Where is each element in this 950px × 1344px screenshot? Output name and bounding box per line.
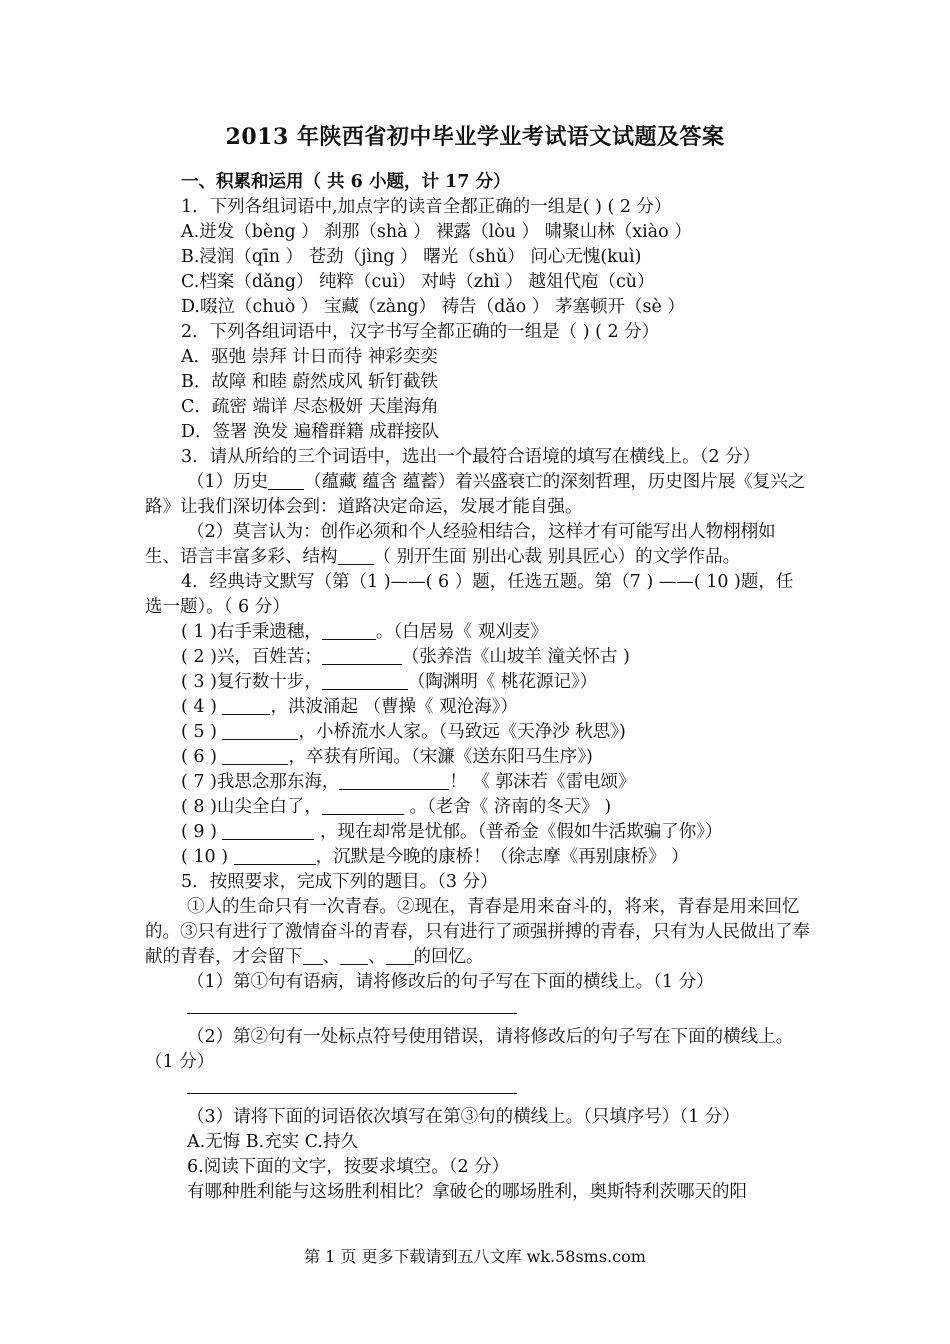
q5-sub-3: （3）请将下面的词语依次填写在第③句的横线上。（只填序号）（1 分）: [187, 1107, 740, 1127]
q5-blank-1[interactable]: [303, 946, 323, 965]
q4-line-10: [145, 845, 810, 870]
q4-line-7-b: ！ 《 郭沫若《雷电颂》: [449, 772, 636, 792]
q4-line-2-b: （张养浩《山坡羊 潼关怀古 ): [401, 647, 630, 667]
q5-passage-text: ①人的生命只有一次青春。②现在，青春是用来奋斗的，将来，青春是用来回忆的。③只有进行了激情奋斗的青春，只有进行了顽强拼搏的青春，只有为人民做出了奉献的青春，才会留下: [145, 897, 810, 967]
q5-blank-2[interactable]: [340, 946, 368, 965]
q3-part-1-text-a: （1）历史: [187, 472, 269, 492]
q1-option-c: C.档案（dǎng） 纯粹（cuì） 对峙（zhì ） 越俎代庖（cù）: [181, 272, 655, 292]
q4-line-4: [145, 695, 810, 720]
q2-option-a: A．驱弛 崇拜 计日而待 神彩奕奕: [181, 347, 438, 367]
q4-line-4-b: ，洪波涌起 （曹操《 观沧海》）: [270, 697, 518, 717]
q4-line-7-a: ( 7 )我思念那东海，: [181, 772, 340, 792]
q3-stem: 3．请从所给的三个词语中，选出一个最符合语境的填写在横线上。（2 分）: [181, 447, 761, 467]
q4-line-3-a: ( 3 )复行数十步，: [181, 672, 322, 692]
q4-line-6-a: ( 6 ): [181, 747, 223, 767]
q4-line-9-b: ，现在却常是忧郁。（普希金《假如牛活欺骗了你》）: [314, 822, 723, 842]
q4-blank-2[interactable]: [322, 646, 402, 665]
q3-part-2-text-b: （ 别开生面 别出心裁 别具匠心）的文学作品。: [373, 547, 741, 567]
q4-line-6: [145, 745, 810, 770]
q4-line-10-a: ( 10 ): [181, 847, 234, 867]
q4-line-3: [145, 670, 810, 695]
q2-option-d: D．签署 涣发 遍稽群籍 成群接队: [181, 422, 440, 442]
q5-sep-2: 、: [368, 947, 386, 967]
q3-part-2: [145, 520, 810, 570]
q4-line-8-a: ( 8 )山尖全白了，: [181, 797, 322, 817]
q5-passage-end: 的回忆。: [413, 947, 484, 967]
q1-option-a: A.迸发（bèng ） 刹那（shà ） 裸露（lòu ） 啸聚山林（xiào ）: [181, 222, 692, 242]
q4-line-1-b: 。（白居易《 观刈麦》: [375, 622, 548, 642]
q3-blank-1[interactable]: [268, 471, 304, 490]
q4-line-8-b: 。（老舍《 济南的冬天》 ): [403, 797, 612, 817]
q5-sep-1: 、: [322, 947, 340, 967]
q5-options: A.无悔 B.充实 C.持久: [187, 1132, 359, 1152]
q4-blank-3[interactable]: [322, 671, 408, 690]
q5-stem: 5．按照要求，完成下列的题目。（3 分）: [181, 872, 498, 892]
page-footer: 第 1 页 更多下载请到五八文库 wk.58sms.com: [304, 1247, 646, 1266]
q4-line-5-a: ( 5 ): [181, 722, 223, 742]
q4-blank-7[interactable]: [339, 771, 449, 790]
q5-sub-1: （1）第①句有语病，请将修改后的句子写在下面的横线上。（1 分）: [187, 972, 714, 992]
q4-line-4-a: ( 4 ): [181, 697, 223, 717]
q5-answer-line-2[interactable]: [187, 1075, 517, 1094]
q5-answer-line-1[interactable]: [187, 995, 517, 1014]
q6-passage: 有哪种胜利能与这场胜利相比？拿破仑的哪场胜利，奥斯特利茨哪天的阳: [187, 1182, 747, 1202]
q4-blank-5[interactable]: [222, 721, 298, 740]
q4-line-5-b: ，小桥流水人家。（马致远《天净沙 秋思》): [298, 722, 626, 742]
q3-part-1: [145, 470, 810, 520]
q1-stem: 1．下列各组词语中,加点字的读音全都正确的一组是( ) ( 2 分）: [181, 197, 672, 217]
q4-blank-8[interactable]: [322, 796, 404, 815]
q5-blank-3[interactable]: [386, 946, 414, 965]
q4-line-1-a: ( 1 )右手秉遗穗，: [181, 622, 322, 642]
q2-option-c: C．疏密 端详 尽态极妍 天崖海角: [181, 397, 439, 417]
q4-blank-10[interactable]: [234, 846, 316, 865]
q4-line-6-b: ，卒获有所闻。（宋濂《送东阳马生序》): [288, 747, 593, 767]
section-heading: 一、积累和运用（ 共 6 小题，计 17 分）: [181, 172, 511, 192]
q3-blank-2[interactable]: [338, 546, 374, 565]
q6-stem: 6.阅读下面的文字，按要求填空。（2 分）: [187, 1157, 510, 1177]
q4-line-8: [145, 795, 810, 820]
document-title: 2013 年陕西省初中毕业学业考试语文试题及答案: [225, 124, 725, 150]
q5-sub-2: （2）第②句有一处标点符号使用错误，请将修改后的句子写在下面的横线上。（1 分）: [145, 1027, 794, 1072]
document-body: [145, 170, 810, 1205]
q4-line-10-b: ，沉默是今晚的康桥！（徐志摩《再别康桥》 ）: [315, 847, 689, 867]
q1-option-b: B.浸润（qīn ） 苍劲（jìng ） 曙光（shǔ） 问心无愧(kuì): [181, 247, 642, 267]
q4-line-1: [145, 620, 810, 645]
q4-stem: 4．经典诗文默写（第（1 )——( 6 ）题，任选五题。第（7 ) ——( 10 )题，任选一题）。（ 6 分）: [145, 572, 794, 617]
q4-line-5: [145, 720, 810, 745]
q3-part-2-text-a: （2）莫言认为：创作必须和个人经验相结合，这样才有可能写出人物栩栩如生、语言丰富多彩、结构: [145, 522, 776, 567]
q2-option-b: B．故障 和睦 蔚然成风 斩钉截铁: [181, 372, 439, 392]
q5-passage: [145, 895, 810, 970]
q4-line-2: [145, 645, 810, 670]
q4-line-3-b: （陶渊明《 桃花源记》）: [407, 672, 598, 692]
q4-blank-6[interactable]: [222, 746, 288, 765]
q2-stem: 2．下列各组词语中，汉字书写全都正确的一组是（ ) ( 2 分）: [181, 322, 660, 342]
q4-blank-9[interactable]: [222, 821, 314, 840]
q3-part-1-text-b: （蕴藏 蕴含 蕴蓄）着兴盛衰亡的深刻哲理，历史图片展《复兴之路》让我们深切体会到：道路决定命运，发展才能自强。: [145, 472, 806, 517]
q4-blank-4[interactable]: [222, 696, 270, 715]
q4-line-9-a: ( 9 ): [181, 822, 223, 842]
q4-line-9: [145, 820, 810, 845]
q4-blank-1[interactable]: [322, 621, 376, 640]
q1-option-d: D.啜泣（chuò ） 宝藏（zàng） 祷告（dǎo ） 茅塞顿开（sè ）: [181, 297, 685, 317]
q4-line-7: [145, 770, 810, 795]
q4-line-2-a: ( 2 )兴，百姓苦；: [181, 647, 322, 667]
